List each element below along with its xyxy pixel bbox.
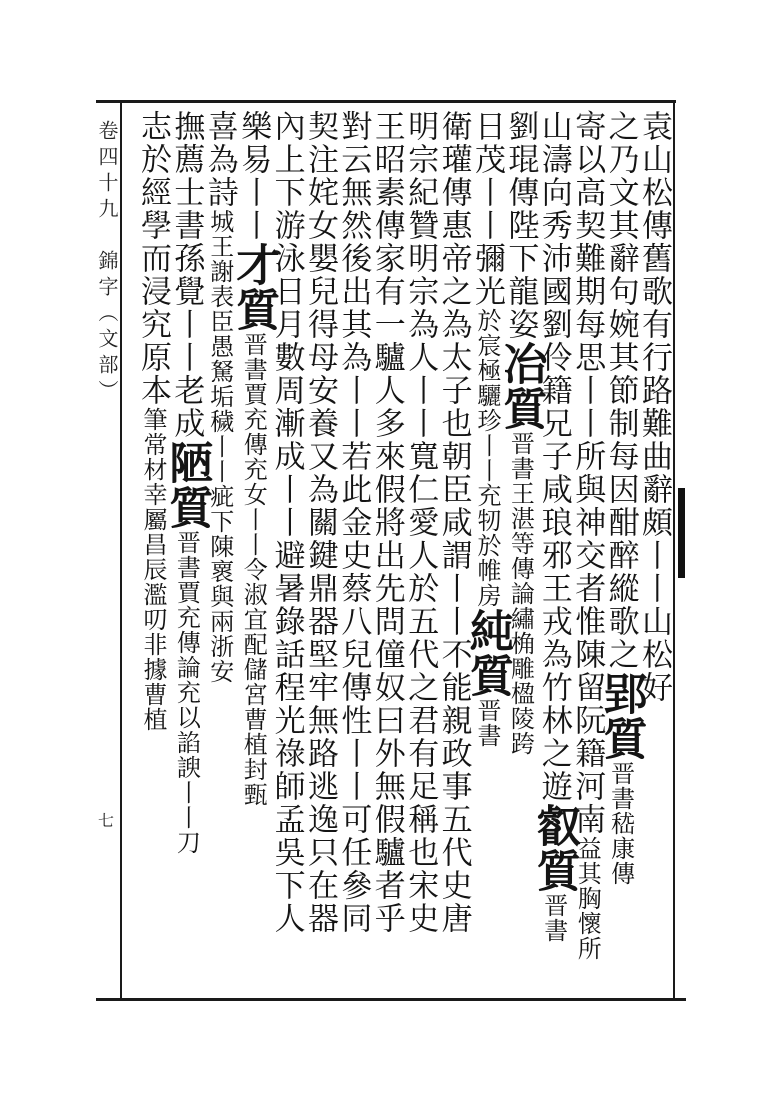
- page-edge-label: 卷四十九 錦字（文部）: [95, 120, 119, 406]
- column-text: 山濤向秀沛國劉伶籍兄子咸琅邪王戎為竹林之遊: [535, 110, 572, 803]
- annotation-text: 晋書嵇康傳: [606, 761, 635, 886]
- text-column-16: [131, 110, 175, 1000]
- headword: 純質: [462, 608, 513, 698]
- annotation-text: 城王謝表臣愚駑垢穢丨丨疵下陳褱與兩浙安: [205, 209, 234, 684]
- left-border: [120, 100, 122, 1000]
- annotation-text: 晋書: [539, 893, 568, 943]
- annotation-text: 於宸極驪珍丨丨充牣於帷房: [473, 308, 501, 608]
- column-text: 寄以高契難期每思丨丨所與神交者惟陳留阮籍河南: [569, 110, 606, 836]
- headword: 才質: [228, 242, 280, 332]
- headword: 郢質: [595, 671, 647, 761]
- column-text: 內上下游泳日月數周漸成丨丨避暑錄話程光祿師孟吳下人: [268, 110, 305, 935]
- annotation-text: 晋書: [473, 698, 501, 748]
- annotation-text: 筆常材幸屬昌辰濫叨非據曹植: [139, 407, 167, 732]
- annotation-text: 晋書賈充傳充女丨丨令淑宜配儲宮曹植封甄: [239, 332, 268, 807]
- column-text: 志於經學而浸究原本: [135, 110, 171, 407]
- column-text: 劉琨傳陛下龍姿: [502, 110, 539, 341]
- annotation-text: 晋書賈充傳論充以諂諛丨丨刀: [172, 530, 201, 855]
- column-text: 喜為詩: [201, 110, 238, 209]
- annotation-text: 晋書王湛等傳論繡桷雕楹陵跨: [506, 431, 535, 756]
- scan-mark: [678, 488, 685, 578]
- column-text: 之乃文其辭句婉其節制每因酣醉縱歌之: [602, 110, 639, 671]
- column-text: 明宗紀贊明宗為人丨丨寬仁愛人於五代之君有足稱也宋史: [402, 110, 439, 935]
- annotation-text: 益其胸懷所: [573, 836, 602, 961]
- page-number: 七: [98, 811, 115, 830]
- headword: 陋質: [161, 440, 213, 530]
- headword: 冶質: [495, 341, 547, 431]
- column-text: 袁山松傳舊歌有行路難曲辭頗丨丨山松好: [636, 110, 672, 704]
- column-text: 撫薦士書孫覺丨丨老成: [168, 110, 205, 440]
- column-text: 衛瓘傳惠帝之為太子也朝臣咸謂丨丨不能親政事五代史唐: [435, 110, 472, 935]
- column-text: 日茂丨丨彌光: [469, 110, 505, 308]
- column-text: 王昭素傳家有一驢人多來假將出先問僮奴曰外無假驢者乎: [368, 110, 405, 935]
- column-text: 對云無然後出其為丨丨若此金史蔡八兒傳性丨丨可任參同: [335, 110, 372, 935]
- column-text: 樂易丨丨: [235, 110, 272, 242]
- headword: 叡質: [528, 803, 580, 893]
- top-border: [96, 100, 676, 103]
- column-text: 契注姹女嬰兒得母安養又為關鍵鼎器堅牢無路逃逸只在器: [302, 110, 338, 935]
